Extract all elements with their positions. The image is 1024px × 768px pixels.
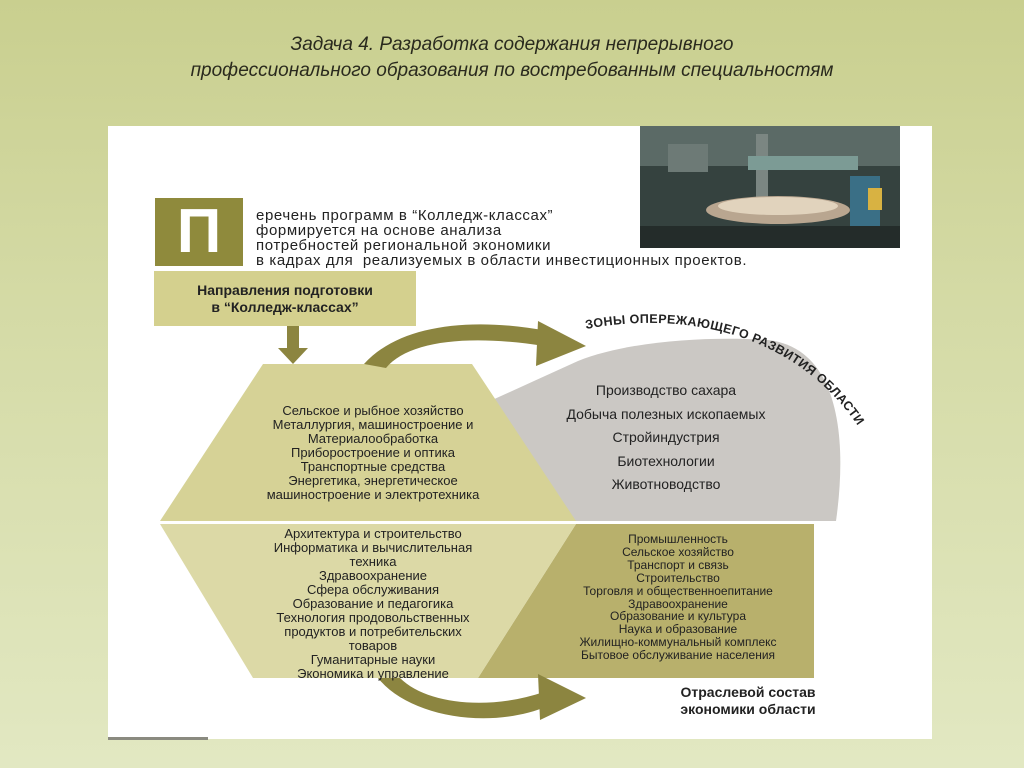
upper-hexagon-list <box>223 404 523 502</box>
list-item: Сельское хозяйство <box>622 544 734 559</box>
list-item: техника <box>349 554 397 569</box>
lower-hexagon-list <box>223 527 523 681</box>
list-item: Экономика и управление <box>297 666 449 681</box>
list-item: Образование и педагогика <box>292 596 454 611</box>
list-item: Металлургия, машиностроение и <box>272 417 474 432</box>
sectors-caption: Отраслевой состав экономики области <box>680 684 816 717</box>
list-item: Гуманитарные науки <box>310 652 436 667</box>
list-item: Жилищно-коммунальный комплекс <box>579 635 777 650</box>
zones-list <box>516 379 816 497</box>
list-item: Стройиндустрия <box>612 429 720 445</box>
list-item: Бытовое обслуживание населения <box>580 648 776 663</box>
list-item: Сфера обслуживания <box>306 582 440 597</box>
list-item: Торговля и общественноепитание <box>583 583 773 598</box>
list-item: Образование и культура <box>609 609 747 624</box>
list-item: Материалообработка <box>307 431 439 446</box>
list-item: продуктов и потребительских <box>284 624 462 639</box>
content-panel <box>108 126 932 739</box>
list-item: Производство сахара <box>595 382 737 398</box>
down-arrow <box>278 326 308 364</box>
list-item: Архитектура и строительство <box>284 526 462 541</box>
sectors-list <box>528 533 828 662</box>
intro-text: еречень программ в “Колледж-классах” формируется на основе анализа потребностей региональной экономики в кадрах для реализуемых в области инвестиционных проектов. <box>256 207 748 269</box>
list-item: Информатика и вычислительная <box>273 540 473 555</box>
list-item: Биотехнологии <box>617 452 715 469</box>
list-item: Транспорт и связь <box>627 557 729 572</box>
intro-initial-letter: П <box>155 198 243 266</box>
list-item: Энергетика, энергетическое <box>288 473 458 488</box>
list-item: Здравоохранение <box>318 568 427 583</box>
curved-arrow-top <box>364 321 586 368</box>
list-item: Технология продовольственных <box>276 610 470 625</box>
list-item: Транспортные средства <box>300 459 446 474</box>
list-item: Животноводство <box>611 476 721 492</box>
list-item: Промышленность <box>628 532 728 546</box>
list-item: Наука и образование <box>618 622 738 637</box>
directions-box: Направления подготовки в “Колледж-классах” <box>154 271 416 326</box>
slide-title-line-1: Задача 4. Разработка содержания непрерывного <box>290 34 734 55</box>
list-item: Приборостроение и оптика <box>291 445 455 460</box>
list-item: Здравоохранение <box>628 596 728 611</box>
slide-title <box>0 32 1024 84</box>
slide-title-line-2: профессионального образования по востребованным специальностям <box>190 60 834 81</box>
panel-underline <box>108 737 208 740</box>
list-item: машиностроение и электротехника <box>266 487 480 502</box>
zones-arc-label: ЗОНЫ ОПЕРЕЖАЮЩЕГО РАЗВИТИЯ ОБЛАСТИ <box>584 311 868 428</box>
list-item: Строительство <box>636 570 720 585</box>
list-item: товаров <box>348 638 398 653</box>
list-item: Сельское и рыбное хозяйство <box>282 403 464 418</box>
list-item: Добыча полезных ископаемых <box>566 405 766 422</box>
